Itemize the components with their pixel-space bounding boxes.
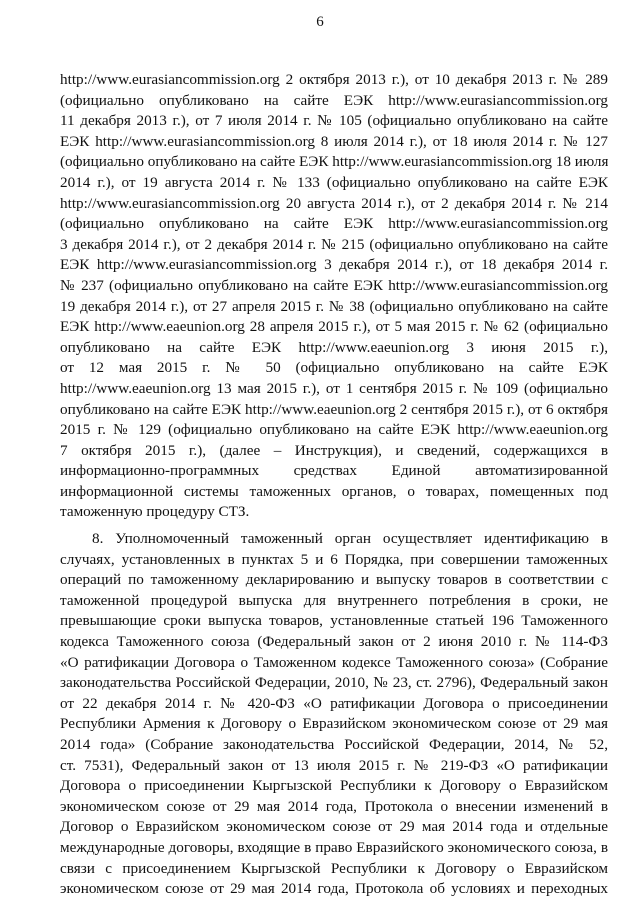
text-line: связи с присоединением Кыргызской Республики к Договору о Евразийском — [60, 859, 608, 877]
text-line: ЕЭК http://www.eurasiancommission.org 3 декабря 2014 г.), от 18 декабря 2014 г. — [60, 256, 608, 274]
text-line: информационной системы таможенных органов, о товарах, помещенных под — [60, 482, 608, 500]
text-line: (официально опубликовано на сайте ЕЭК http://www.eurasiancommission.org 18 июля — [60, 153, 608, 171]
text-line: превышающие сроки выпуска товаров, установленные статьей 196 Таможенного — [60, 612, 608, 630]
text-line: http://www.eurasiancommission.org 2 октября 2013 г.), от 10 декабря 2013 г. № 289 — [60, 71, 608, 88]
text-line: ЕЭК http://www.eaeunion.org 28 апреля 2015 г.), от 5 мая 2015 г. № 62 (официально — [60, 318, 608, 336]
text-line: кодекса Таможенного союза (Федеральный закон от 2 июня 2010 г. № 114-ФЗ — [60, 633, 608, 651]
text-line: (официально опубликовано на сайте ЕЭК http://www.eurasiancommission.org — [60, 215, 608, 233]
text-line: экономическом союзе от 29 мая 2014 года, Протокола о внесении изменений в — [60, 797, 608, 815]
text-line: таможенной процедурой выпуска для внутреннего потребления в сроки, не — [60, 591, 608, 609]
text-line: Республики Армения к Договору о Евразийском экономическом союзе от 29 мая — [60, 715, 608, 733]
text-line: 19 декабря 2014 г.), от 27 апреля 2015 г. № 38 (официально опубликовано на сайте — [60, 297, 608, 315]
text-line: Договора о присоединении Кыргызской Республики к Договору о Евразийском — [60, 777, 608, 795]
text-line: опубликовано на сайте ЕЭК http://www.eaeunion.org 2 сентября 2015 г.), от 6 октября — [60, 400, 608, 418]
text-line: законодательства Российской Федерации, 2010, № 23, ст. 2796), Федеральный закон — [60, 674, 608, 692]
text-line: № 237 (официально опубликовано на сайте ЕЭК http://www.eurasiancommission.org — [60, 276, 608, 294]
text-line: 7 октября 2015 г.), (далее – Инструкция), и сведений, содержащихся в — [60, 441, 608, 459]
text-line: ЕЭК http://www.eurasiancommission.org 8 июля 2014 г.), от 18 июля 2014 г. № 127 — [60, 132, 608, 150]
text-line: ст. 7531), Федеральный закон от 13 июля 2015 г. № 219-ФЗ «О ратификации — [60, 756, 608, 774]
text-line: 3 декабря 2014 г.), от 2 декабря 2014 г. № 215 (официально опубликовано на сайте — [60, 235, 608, 253]
paragraph-1 — [60, 70, 608, 523]
text-line: http://www.eurasiancommission.org 20 августа 2014 г.), от 2 декабря 2014 г. № 214 — [60, 194, 608, 212]
text-line: от 12 мая 2015 г. № 50 (официально опубликовано на сайте ЕЭК — [60, 359, 608, 377]
text-line: таможенную процедуру СТЗ. — [60, 503, 250, 521]
text-line: информационно-программных средствах Единой автоматизированной — [60, 462, 608, 480]
text-line: опубликовано на сайте ЕЭК http://www.eaeunion.org 3 июня 2015 г.), — [60, 338, 608, 356]
document-body — [60, 70, 608, 900]
text-line: (официально опубликовано на сайте ЕЭК http://www.eurasiancommission.org — [60, 91, 608, 109]
text-line: от 22 декабря 2014 г. № 420-ФЗ «О ратификации Договора о присоединении — [60, 694, 608, 712]
text-line: 2014 года» (Собрание законодательства Российской Федерации, 2014, № 52, — [60, 736, 608, 753]
page-number: 6 — [316, 14, 324, 30]
text-line: http://www.eaeunion.org 13 мая 2015 г.), от 1 сентября 2015 г. № 109 (официально — [60, 379, 608, 397]
text-line: случаях, установленных в пунктах 5 и 6 Порядка, при совершении таможенных — [60, 550, 608, 568]
text-line: операций по таможенному декларированию и выпуску товаров в соответствии с — [60, 571, 608, 589]
text-line: «О ратификации Договора о Таможенном кодексе Таможенного союза» (Собрание — [60, 653, 608, 671]
text-line: 8. Уполномоченный таможенный орган осуществляет идентификацию в — [92, 530, 608, 548]
text-line: международные договоры, входящие в право Евразийского экономического союза, в — [60, 838, 608, 856]
text-line: экономическом союзе от 29 мая 2014 года, Протокола об условиях и переходных — [60, 880, 608, 898]
text-line: 11 декабря 2013 г.), от 7 июля 2014 г. № 105 (официально опубликовано на сайте — [60, 112, 608, 130]
text-line: 2014 г.), от 19 августа 2014 г. № 133 (официально опубликовано на сайте ЕЭК — [60, 173, 608, 191]
text-line: 2015 г. № 129 (официально опубликовано на сайте ЕЭК http://www.eaeunion.org — [60, 421, 608, 439]
text-line: Договор о Евразийском экономическом союзе от 29 мая 2014 года и отдельные — [60, 818, 608, 836]
paragraph-2 — [60, 529, 608, 900]
